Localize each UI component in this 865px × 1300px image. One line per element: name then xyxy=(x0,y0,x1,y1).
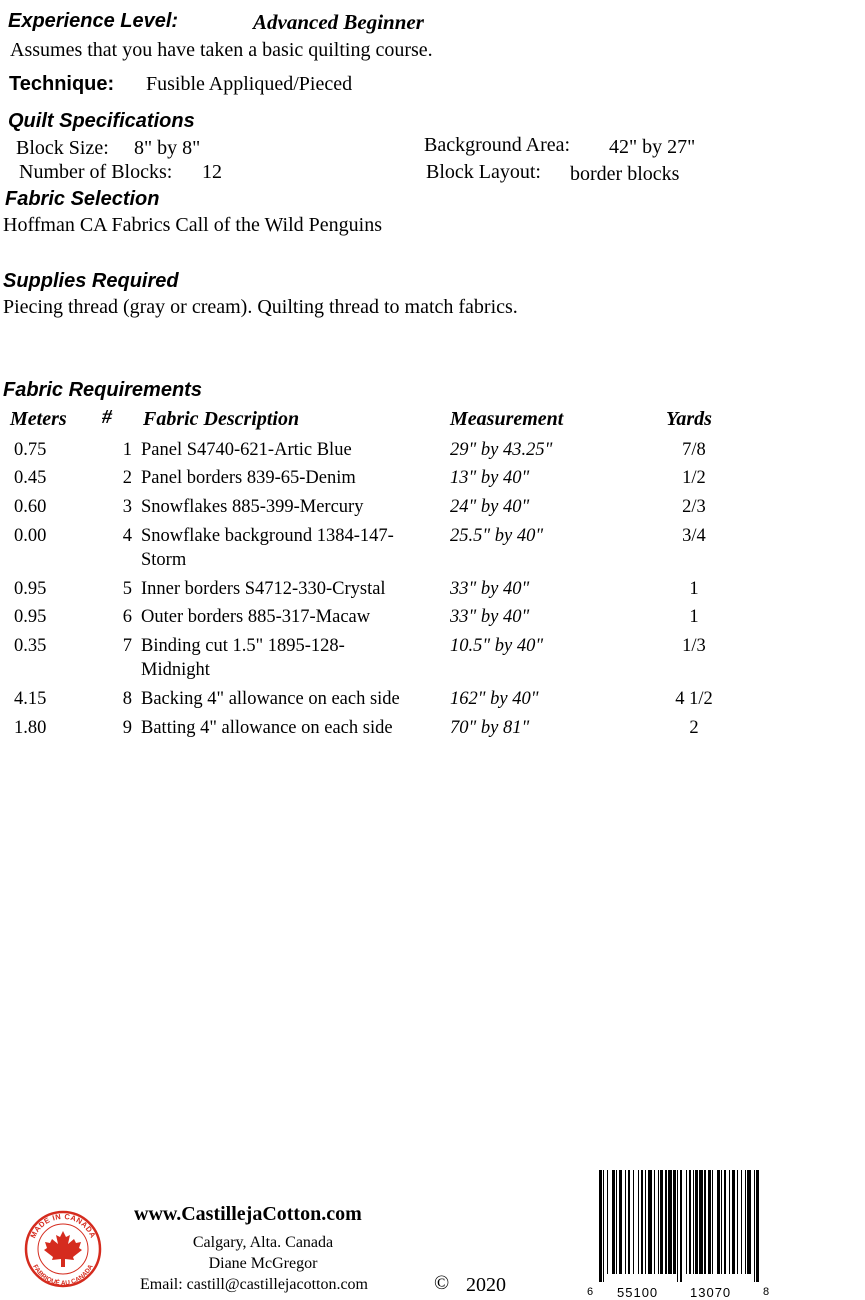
cell-meters: 0.60 xyxy=(14,497,47,517)
cell-description-cont: Storm xyxy=(141,550,187,570)
cell-measurement: 13" by 40" xyxy=(450,468,530,488)
cell-description: Panel borders 839-65-Denim xyxy=(141,468,356,488)
copyright-year: 2020 xyxy=(466,1274,506,1296)
barcode-digit-group-2: 13070 xyxy=(690,1285,732,1300)
footer-name: Diane McGregor xyxy=(208,1255,318,1272)
cell-description: Binding cut 1.5" 1895-128- xyxy=(141,636,345,656)
cell-measurement: 29" by 43.25" xyxy=(450,440,553,460)
column-header-meters: Meters xyxy=(10,408,67,430)
experience-value: Advanced Beginner xyxy=(253,10,424,34)
cell-description: Panel S4740-621-Artic Blue xyxy=(141,440,352,460)
block-layout-label: Block Layout: xyxy=(426,161,541,183)
cell-yards: 2 xyxy=(689,718,699,738)
column-header-number: # xyxy=(102,406,112,428)
cell-measurement: 25.5" by 40" xyxy=(450,526,544,546)
experience-label: Experience Level: xyxy=(8,10,179,32)
barcode xyxy=(595,1170,775,1282)
cell-meters: 0.00 xyxy=(14,526,47,546)
cell-number: 8 xyxy=(122,689,132,709)
background-area-value: 42" by 27" xyxy=(609,136,696,158)
svg-text:FABRIQUÉ AU CANADA: FABRIQUÉ AU CANADA xyxy=(31,1263,95,1288)
cell-meters: 0.45 xyxy=(14,468,47,488)
maple-leaf-icon xyxy=(24,1197,102,1289)
requirements-heading: Fabric Requirements xyxy=(3,379,202,401)
cell-yards: 1/3 xyxy=(682,636,706,656)
cell-description-cont: Midnight xyxy=(141,660,210,680)
svg-text:MADE IN CANADA: MADE IN CANADA xyxy=(28,1211,98,1240)
column-header-yards: Yards xyxy=(666,408,712,430)
cell-measurement: 24" by 40" xyxy=(450,497,530,517)
copyright-symbol: © xyxy=(434,1272,450,1294)
cell-meters: 1.80 xyxy=(14,718,47,738)
footer-email[interactable]: Email: castill@castillejacotton.com xyxy=(140,1276,368,1293)
cell-meters: 0.95 xyxy=(14,579,47,599)
website-link[interactable]: www.CastillejaCotton.com xyxy=(134,1203,362,1225)
background-area-label: Background Area: xyxy=(424,134,571,156)
experience-note: Assumes that you have taken a basic quilting course. xyxy=(10,39,433,61)
cell-number: 1 xyxy=(122,440,132,460)
cell-yards: 1/2 xyxy=(682,468,706,488)
cell-number: 3 xyxy=(122,497,132,517)
cell-number: 2 xyxy=(122,468,132,488)
technique-value: Fusible Appliqued/Pieced xyxy=(146,73,353,95)
block-size-value: 8" by 8" xyxy=(134,137,201,159)
cell-yards: 4 1/2 xyxy=(675,689,713,709)
block-layout-value: border blocks xyxy=(570,163,680,185)
supplies-heading: Supplies Required xyxy=(3,270,179,292)
cell-measurement: 33" by 40" xyxy=(450,579,530,599)
cell-measurement: 10.5" by 40" xyxy=(450,636,544,656)
cell-yards: 3/4 xyxy=(682,526,706,546)
block-size-label: Block Size: xyxy=(16,137,109,159)
table-row xyxy=(0,636,865,692)
cell-number: 6 xyxy=(122,607,132,627)
cell-meters: 0.35 xyxy=(14,636,47,656)
table-row xyxy=(0,718,865,774)
cell-number: 5 xyxy=(122,579,132,599)
cell-meters: 4.15 xyxy=(14,689,47,709)
supplies-text: Piecing thread (gray or cream). Quilting thread to match fabrics. xyxy=(3,296,518,318)
cell-description: Snowflake background 1384-147- xyxy=(141,526,394,546)
num-blocks-label: Number of Blocks: xyxy=(19,161,173,183)
fabric-selection-heading: Fabric Selection xyxy=(5,188,160,210)
specs-heading: Quilt Specifications xyxy=(8,110,195,132)
cell-yards: 2/3 xyxy=(682,497,706,517)
technique-label: Technique: xyxy=(9,73,115,95)
cell-measurement: 70" by 81" xyxy=(450,718,530,738)
cell-number: 7 xyxy=(122,636,132,656)
cell-measurement: 162" by 40" xyxy=(450,689,539,709)
fabric-selection-text: Hoffman CA Fabrics Call of the Wild Penguins xyxy=(3,214,382,236)
table-row xyxy=(0,526,865,582)
cell-description: Outer borders 885-317-Macaw xyxy=(141,607,371,627)
barcode-digit-group-1: 55100 xyxy=(617,1285,659,1300)
cell-yards: 1 xyxy=(689,607,699,627)
barcode-bars xyxy=(595,1170,775,1282)
barcode-digit-last: 8 xyxy=(763,1286,770,1298)
footer-city: Calgary, Alta. Canada xyxy=(192,1234,334,1251)
cell-description: Snowflakes 885-399-Mercury xyxy=(141,497,364,517)
cell-description: Inner borders S4712-330-Crystal xyxy=(141,579,386,599)
column-header-measurement: Measurement xyxy=(450,408,564,430)
cell-yards: 7/8 xyxy=(682,440,706,460)
cell-measurement: 33" by 40" xyxy=(450,607,530,627)
cell-number: 4 xyxy=(122,526,132,546)
column-header-description: Fabric Description xyxy=(143,408,300,430)
num-blocks-value: 12 xyxy=(202,161,222,183)
cell-meters: 0.75 xyxy=(14,440,47,460)
barcode-digit-first: 6 xyxy=(587,1286,594,1298)
cell-meters: 0.95 xyxy=(14,607,47,627)
cell-number: 9 xyxy=(122,718,132,738)
made-in-canada-badge xyxy=(24,1197,102,1289)
cell-description: Backing 4" allowance on each side xyxy=(141,689,400,709)
cell-yards: 1 xyxy=(689,579,699,599)
cell-description: Batting 4" allowance on each side xyxy=(141,718,393,738)
